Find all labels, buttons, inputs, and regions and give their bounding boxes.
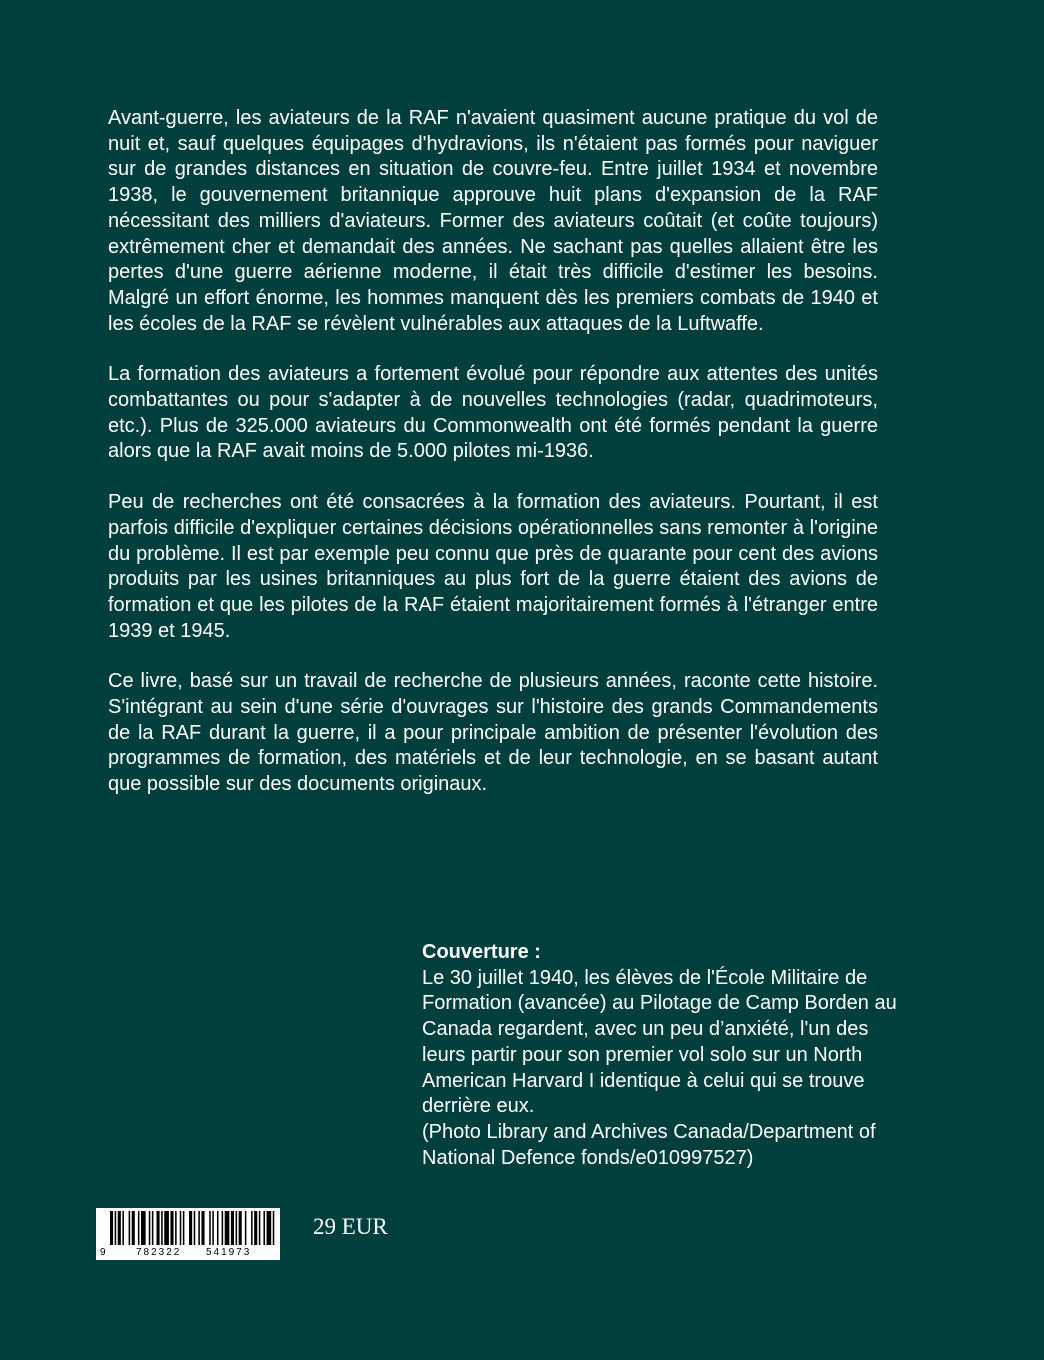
isbn-barcode [96, 1208, 280, 1260]
paragraph-4: Ce livre, basé sur un travail de recherche de plusieurs années, raconte cette histoire. S'intégrant au sein d'une série d'ouvrages sur l'histoire des grands Commandements de la RAF durant la guerre, il a pour principale ambition de présenter l'évolution des programmes de formation, des matériels et de leur technologie, en se basant autant que possible sur des documents originaux. [108, 670, 878, 796]
barcode-left-digits: 782322 [136, 1247, 182, 1258]
caption-text: Le 30 juillet 1940, les élèves de l'École Militaire de Formation (avancée) au Pilotage de Camp Borden au Canada regardent, avec un peu d’anxiété, l'un des leurs partir pour son premier vol solo sur un North American Harvard I identique à celui qui se trouve derrière eux. [422, 966, 897, 1118]
barcode-lead-digit: 9 [100, 1247, 106, 1258]
paragraph-3: Peu de recherches ont été consacrées à la formation des aviateurs. Pourtant, il est parfois difficile d'expliquer certaines décisions opérationnelles sans remonter à l'origine du problème. Il est par exemple peu connu que près de quarante pour cent des avions produits par les usines britanniques au plus fort de la guerre étaient des avions de formation et que les pilotes de la RAF étaient majoritairement formés à l'étranger entre 1939 et 1945. [108, 491, 878, 642]
price: 29 EUR [313, 1214, 388, 1239]
barcode-right-digits: 541973 [206, 1247, 252, 1258]
paragraph-1: Avant-guerre, les aviateurs de la RAF n'avaient quasiment aucune pratique du vol de nuit et, sauf quelques équipages d'hydravions, ils n'étaient pas formés pour naviguer sur de grandes distances en situation de couvre-feu. Entre juillet 1934 et novembre 1938, le gouvernement britannique approuve huit plans d'expansion de la RAF nécessitant des milliers d'aviateurs. Former des aviateurs coûtait (et coûte toujours) extrêmement cher et demandait des années. Ne sachant pas quelles allaient être les pertes d'une guerre aérienne moderne, il était très difficile d'estimer les besoins. Malgré un effort énorme, les hommes manquent dès les premiers combats de 1940 et les écoles de la RAF se révèlent vulnérables aux attaques de la Luftwaffe. [108, 107, 878, 335]
caption-title: Couverture : [422, 941, 541, 963]
caption-credit: (Photo Library and Archives Canada/Department of National Defence fonds/e010997527) [422, 1120, 876, 1169]
barcode-graphic [96, 1208, 280, 1260]
cover-caption [422, 940, 900, 1171]
back-cover-text [108, 106, 878, 823]
paragraph-2: La formation des aviateurs a fortement évolué pour répondre aux attentes des unités combattantes ou pour s'adapter à de nouvelles technologies (radar, quadrimoteurs, etc.). Plus de 325.000 aviateurs du Commonwealth ont été formés pendant la guerre alors que la RAF avait moins de 5.000 pilotes mi-1936. [108, 363, 878, 463]
